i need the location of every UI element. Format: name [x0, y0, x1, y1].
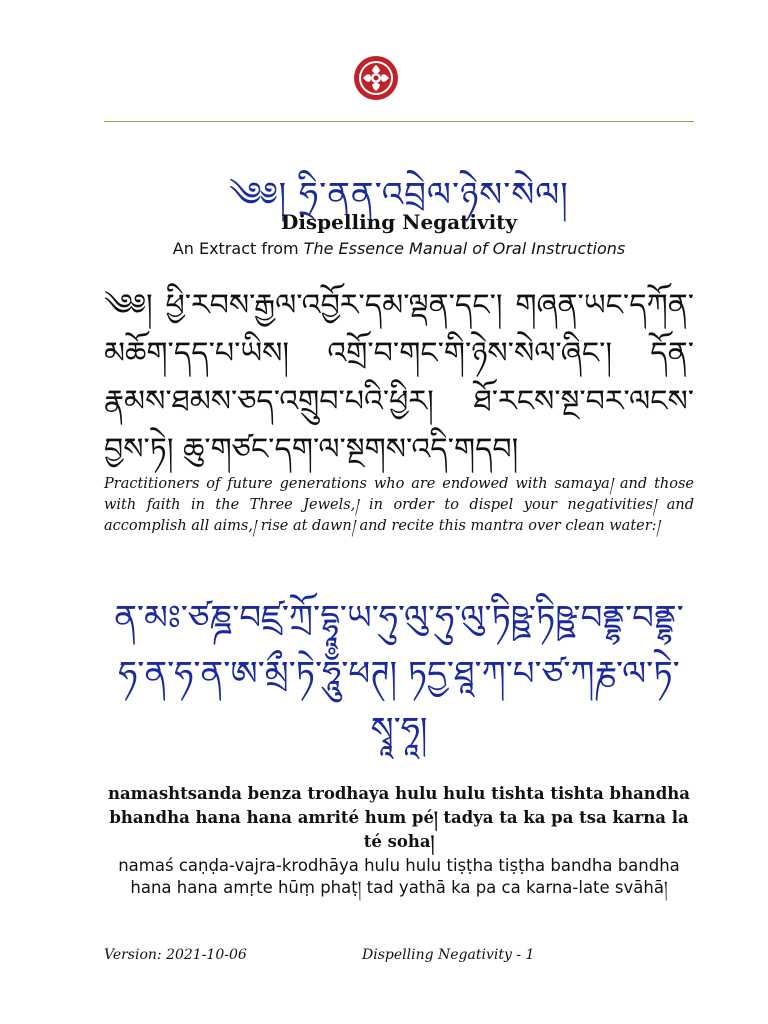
page-title: Dispelling Negativity — [280, 210, 518, 234]
mantra-tibetan: ན་མཿ་ཙཎྜ་བཛྲ་ཀྲོ་དྷཱ་ཡ་ཧུ་ལུ་ཧུ་ལུ་ཏིཥྛ་ཏིཥྛ་བནྡྷ་བནྡྷ་ཧ་ན་ཧ་ན་ཨ་མྲྀ་ཏེ་ཧཱུྃ་ཕཊ། ཏདྱ་ཐཱ་ཀ་པ་ཙ་ཀརྞ་ལ་ཏེ་སྭཱ་ཧཱ། — [114, 598, 684, 750]
page-footer — [104, 947, 694, 967]
intro-tibetan-text: ༄༅། ཕྱི་རབས་རྒྱལ་འབྱོར་དམ་ལྡན་དང་། གཞན་ཡང་དཀོན་མཆོག་དད་པ་ཡིས། འགྲོ་བ་གང་གི་ཉེས་སེལ་ཞིང་། དོན་རྣམས་ཐམས་ཅད་འགྲུབ་པའི་ཕྱིར། ཐོ་རངས་སྔ་བར་ལངས་བྱས་ཏེ། ཆུ་གཙང་དག་ལ་སྔགས་འདི་གདབ། — [104, 288, 694, 467]
intro-translation: Practitioners of future generations who are endowed with samaya། and those with faith in the Three Jewels,། in order to dispel your negativities། and accomplish all aims,། rise at dawn། and recite this mantra over clean water:། — [104, 476, 694, 534]
subtitle-work-title: The Essence Manual of Oral Instructions — [303, 239, 626, 258]
version-label: Version: 2021-10-06 — [104, 947, 247, 963]
page-number-label: Dispelling Negativity - 1 — [362, 947, 535, 963]
subtitle-prefix: An Extract from — [172, 239, 304, 258]
mantra-phonetic: namashtsanda benza trodhaya hulu hulu tishta tishta bhandha bhandha hana hana amrité hum pé། tadya ta ka pa tsa karna la té soha། — [107, 784, 690, 851]
mantra-transliteration: namaś caṇḍa-vajra-krodhāya hulu hulu tiṣṭha tiṣṭha bandha bandha hana hana amṛte hūṃ phaṭ། tad yathā ka pa ca karna-late svāhā། — [118, 856, 680, 897]
page-subtitle — [104, 239, 694, 258]
dharma-wheel-logo-icon — [353, 55, 399, 101]
tibetan-title: ༄༅། ཧྲི་ནན་འབྲེལ་ཉེས་སེལ། — [229, 175, 569, 215]
header-divider — [104, 121, 694, 122]
